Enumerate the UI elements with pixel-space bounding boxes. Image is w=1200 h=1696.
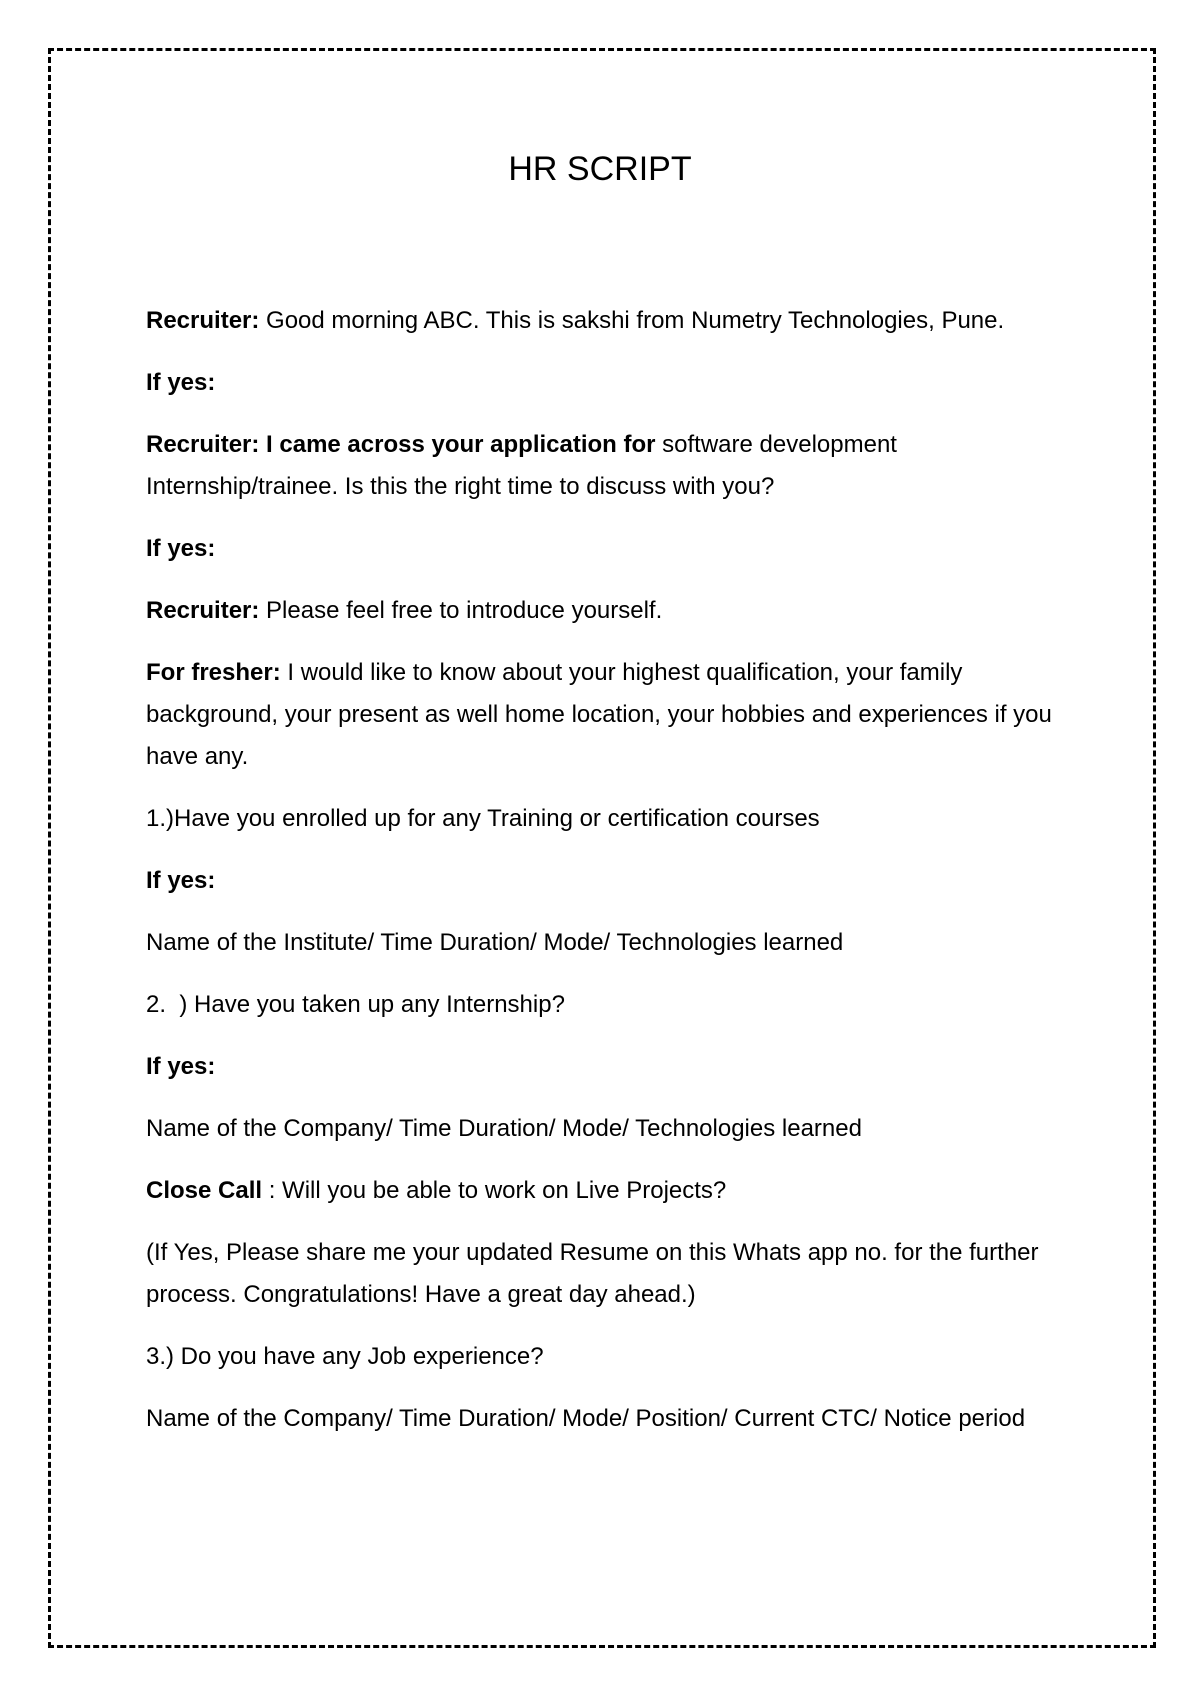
paragraph-introduce: Recruiter: Please feel free to introduce yourself.: [146, 597, 663, 624]
paragraph-question-training: 1.)Have you enrolled up for any Training or certification courses: [146, 805, 820, 832]
paragraph-company-details: Name of the Company/ Time Duration/ Mode/ Technologies learned: [146, 1115, 862, 1142]
paragraph-application: Recruiter: I came across your application for software development Internship/trainee. Is this the right time to discuss with you?: [146, 431, 897, 500]
paragraph-if-yes: If yes:: [146, 1053, 216, 1080]
paragraph-institute-details: Name of the Institute/ Time Duration/ Mode/ Technologies learned: [146, 929, 844, 956]
paragraph-close-call: Close Call : Will you be able to work on Live Projects?: [146, 1177, 727, 1204]
document-body: [146, 300, 1076, 1460]
paragraph-job-details: Name of the Company/ Time Duration/ Mode/ Position/ Current CTC/ Notice period: [146, 1405, 1026, 1432]
paragraph-fresher: For fresher: I would like to know about your highest qualification, your family background, your present as well home location, your hobbies and experiences if you have any.: [146, 659, 1052, 770]
paragraph-greeting: Recruiter: Good morning ABC. This is sakshi from Numetry Technologies, Pune.: [146, 307, 1005, 334]
paragraph-question-job: 3.) Do you have any Job experience?: [146, 1343, 544, 1370]
paragraph-if-yes: If yes:: [146, 535, 216, 562]
paragraph-if-yes: If yes:: [146, 867, 216, 894]
paragraph-question-internship: 2. ) Have you taken up any Internship?: [146, 991, 565, 1018]
paragraph-if-yes: If yes:: [146, 369, 216, 396]
paragraph-resume-request: (If Yes, Please share me your updated Resume on this Whats app no. for the further process. Congratulations! Have a great day ahead.): [146, 1239, 1039, 1308]
document-title: HR SCRIPT: [508, 150, 692, 188]
